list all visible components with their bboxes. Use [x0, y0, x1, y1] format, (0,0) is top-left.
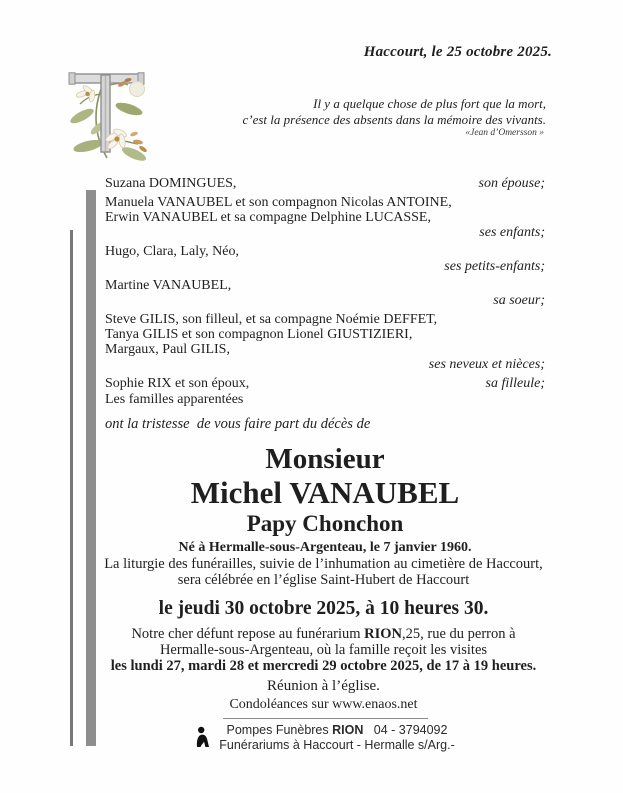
family-list	[105, 176, 545, 395]
family-role: sa filleule;	[485, 376, 545, 391]
date-line: Haccourt, le 25 octobre 2025.	[363, 44, 552, 60]
left-border-thin	[70, 230, 73, 746]
family-names: Suzana DOMINGUES,	[105, 176, 237, 191]
repose-suffix: ,25, rue du perron à	[402, 626, 516, 642]
family-entry	[105, 312, 545, 372]
funeral-home-line	[219, 723, 454, 738]
family-role: son épouse;	[478, 176, 545, 191]
deceased-title: Monsieur	[265, 443, 385, 475]
visits-line: les lundi 27, mardi 28 et mercredi 29 octobre 2025, de 17 à 19 heures.	[110, 658, 537, 674]
family-entry	[105, 244, 545, 274]
families-line: Les familles apparentées	[105, 392, 244, 407]
reunion-line: Réunion à l’église.	[267, 678, 380, 694]
family-role: ses petits-enfants;	[444, 259, 545, 274]
repose-funeral-home-name: RION	[364, 626, 403, 642]
footer	[105, 718, 545, 752]
family-names: Sophie RIX et son époux,	[105, 376, 250, 391]
repose-line-2: Hermalle-sous-Argenteau, où la famille reçoit les visites	[159, 642, 488, 658]
family-names: Margaux, Paul GILIS,	[105, 342, 230, 357]
deceased-nickname: Papy Chonchon	[246, 511, 404, 536]
family-entry	[105, 176, 545, 191]
family-names: Manuela VANAUBEL et son compagnon Nicolas ANTOINE,	[105, 195, 452, 210]
tau-cross-flowers-illustration	[50, 42, 165, 168]
memorial-quote	[242, 96, 546, 138]
family-role: sa soeur;	[493, 293, 545, 308]
funeral-home-info	[219, 723, 454, 752]
quote-line-2: c’est la présence des absents dans la mémoire des vivants.	[242, 111, 546, 127]
family-entry	[105, 376, 545, 391]
deceased-name: Michel VANAUBEL	[190, 475, 460, 510]
ceremony-block	[90, 556, 557, 713]
family-names: Steve GILIS, son filleul, et sa compagne Noémie DEFFET,	[105, 312, 438, 327]
condolences-line: Condoléances sur www.enaos.net	[229, 697, 418, 712]
family-names: Tanya GILIS et son compagnon Lionel GIUSTIZIERI,	[105, 327, 413, 342]
ceremony-date-line: le jeudi 30 octobre 2025, à 10 heures 30.	[158, 598, 489, 619]
family-names: Martine VANAUBEL,	[105, 278, 232, 293]
company-phone: 04 - 3794092	[363, 723, 448, 737]
funeral-home-address: Funérariums à Haccourt - Hermalle s/Arg.-	[219, 737, 455, 752]
family-entry	[105, 278, 545, 308]
family-role: ses neveux et nièces;	[428, 357, 545, 372]
company-prefix: Pompes Funèbres	[226, 723, 333, 737]
repose-line-1	[90, 626, 557, 642]
sadness-line: ont la tristesse de vous faire part du décès de	[105, 416, 371, 432]
liturgy-line-1: La liturgie des funérailles, suivie de l’inhumation au cimetière de Haccourt,	[104, 556, 543, 572]
birth-line: Né à Hermalle-sous-Argenteau, le 7 janvier 1960.	[178, 540, 472, 555]
funeral-home-logo-icon	[195, 726, 210, 751]
company-name: RION	[332, 723, 364, 737]
liturgy-line-2: sera célébrée en l’église Saint-Hubert de Haccourt	[177, 572, 470, 588]
family-names: Hugo, Clara, Laly, Néo,	[105, 244, 239, 259]
quote-attribution: «Jean d’Omersson »	[465, 128, 544, 138]
family-names: Erwin VANAUBEL et sa compagne Delphine LUCASSE,	[105, 210, 431, 225]
quote-line-1: Il y a quelque chose de plus fort que la mort,	[313, 96, 546, 111]
cross-illustration-icon	[50, 42, 165, 168]
announcement-block	[105, 392, 370, 433]
family-role: ses enfants;	[479, 225, 545, 240]
repose-prefix: Notre cher défunt repose au funérarium	[131, 626, 365, 642]
deceased-block	[105, 443, 545, 557]
footer-divider	[223, 718, 428, 719]
family-entry	[105, 195, 545, 240]
